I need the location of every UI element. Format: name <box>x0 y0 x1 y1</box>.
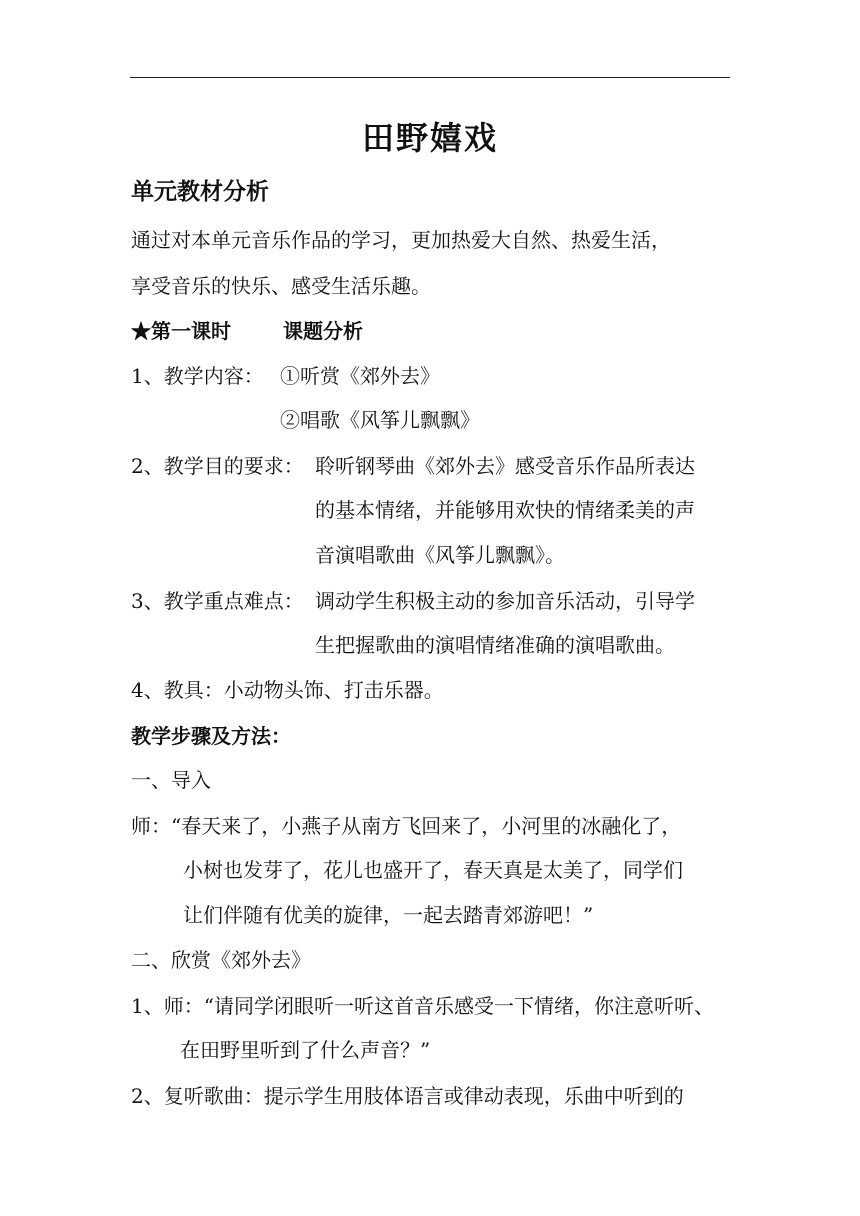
item-1-line-1: ①听赏《郊外去》 <box>280 364 440 388</box>
header-rule <box>130 77 730 78</box>
step-1-line-1: 1、师：“请同学闭眼听一听这首音乐感受一下情绪，你注意听听、 <box>131 994 714 1018</box>
lesson-heading-part-2: 课题分析 <box>283 319 363 343</box>
section-2-heading: 二、欣赏《郊外去》 <box>131 948 311 972</box>
step-1-line-2: 在田野里听到了什么声音？” <box>180 1038 431 1062</box>
document-title: 田野嬉戏 <box>361 119 498 157</box>
teacher-quote-line-3: 让们伴随有优美的旋律，一起去踏青郊游吧！” <box>183 903 594 927</box>
lesson-heading-part-1: ★第一课时 <box>131 319 231 343</box>
item-1-label: 1、教学内容： <box>131 364 264 388</box>
item-3-line-1: 调动学生积极主动的参加音乐活动，引导学 <box>315 589 695 613</box>
item-3-line-2: 生把握歌曲的演唱情绪准确的演唱歌曲。 <box>315 633 675 657</box>
section-1-heading: 一、导入 <box>131 768 211 792</box>
step-2-line-1: 2、复听歌曲：提示学生用肢体语言或律动表现，乐曲中听到的 <box>131 1084 684 1108</box>
steps-heading: 教学步骤及方法： <box>131 724 291 748</box>
item-4: 4、教具：小动物头饰、打击乐器。 <box>131 678 444 702</box>
unit-text-line-1: 通过对本单元音乐作品的学习，更加热爱大自然、热爱生活， <box>131 228 671 252</box>
teacher-quote-line-2: 小树也发芽了，花儿也盛开了，春天真是太美了，同学们 <box>183 858 683 882</box>
item-2-line-3: 音演唱歌曲《风筝儿飘飘》。 <box>315 543 565 567</box>
item-1-line-2: ②唱歌《风筝儿飘飘》 <box>280 408 480 432</box>
item-3-label: 3、教学重点难点： <box>131 589 304 613</box>
teacher-quote-line-1: 师：“春天来了，小燕子从南方飞回来了，小河里的冰融化了， <box>131 814 682 838</box>
item-2-line-2: 的基本情绪，并能够用欢快的情绪柔美的声 <box>315 498 695 522</box>
unit-text-line-2: 享受音乐的快乐、感受生活乐趣。 <box>131 274 431 298</box>
unit-heading: 单元教材分析 <box>131 178 269 205</box>
item-2-label: 2、教学目的要求： <box>131 454 304 478</box>
item-2-line-1: 聆听钢琴曲《郊外去》感受音乐作品所表达 <box>315 454 695 478</box>
